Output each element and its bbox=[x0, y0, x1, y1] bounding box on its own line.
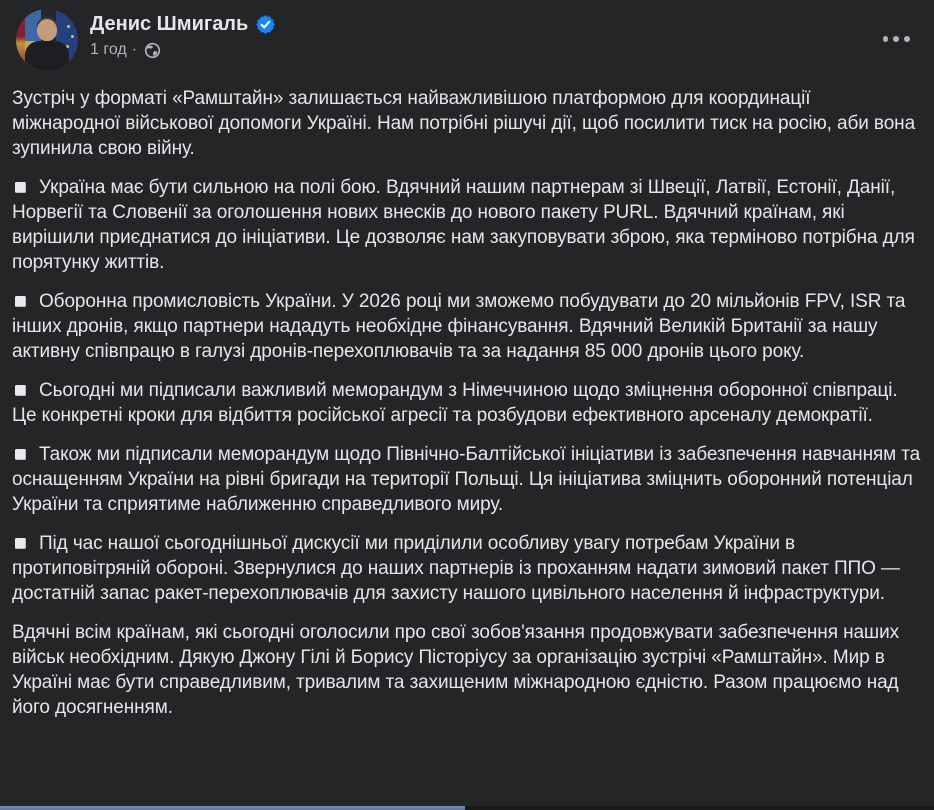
paragraph-text: Оборонна промисловість України. У 2026 році ми зможемо побудувати до 20 мільйонів FPV, ISR та інших дронів, якщо партнери нададуть необхідне фінансування. Вдячний Великій Британії за нашу активну співпрацю в галузі дронів-перехоплювачів та за надання 85 000 дронів цього року. bbox=[12, 291, 906, 362]
post-paragraph bbox=[12, 175, 922, 275]
post-options-button[interactable] bbox=[874, 19, 918, 59]
profile-name-link[interactable]: Денис Шмигаль bbox=[90, 13, 249, 35]
paragraph-text: Вдячні всім країнам, які сьогодні оголосили про свої зобов'язання продовжувати забезпечення наших військ необхідним. Дякую Джону Гілі й Борису Пісторіусу за організацію зустрічі «Рамштайн». Мир в Україні має бути справедливим, тривалим та захищеним міжнародною єдністю. Разом працюємо над його досягненням. bbox=[12, 622, 899, 718]
post-text bbox=[0, 71, 934, 720]
header-info bbox=[90, 9, 276, 60]
three-dots-menu-icon bbox=[883, 36, 889, 42]
avatar-person-head bbox=[37, 19, 57, 41]
paragraph-text: Під час нашої сьогоднішньої дискусії ми приділили особливу увагу потребам України в протиповітряній обороні. Звернулися до наших партнерів із проханням надати зимовий пакет ППО — достатній запас ракет-перехоплювачів для захисту нашого цивільного населення й інфраструктури. bbox=[12, 533, 900, 604]
paragraph-text: Україна має бути сильною на полі бою. Вдячний нашим партнерам зі Швеції, Латвії, Естонії, Данії, Норвегії та Словенії за оголошення нових внесків до нового пакету PURL. Вдячний країнам, які вирішили приєднатися до ініціативи. Це дозволяє нам закуповувати зброю, яка терміново потрібна для порятунку життів. bbox=[12, 177, 915, 273]
post-paragraph bbox=[12, 442, 922, 517]
post-paragraph bbox=[12, 378, 922, 428]
paragraph-text: Також ми підписали меморандум щодо Північно-Балтійської ініціативи із забезпечення навчанням та оснащенням України на рівні бригади на території Польщі. Ця ініціатива зміцнить оборонний потенціал України та сприятиме наближенню справедливого миру. bbox=[12, 444, 921, 515]
bullet-square-icon bbox=[15, 296, 26, 307]
attached-photo-right[interactable] bbox=[469, 806, 934, 810]
three-dots-menu-icon bbox=[904, 36, 910, 42]
post-paragraph bbox=[12, 531, 922, 606]
bullet-square-icon bbox=[15, 182, 26, 193]
post-meta bbox=[90, 40, 276, 60]
bullet-square-icon bbox=[15, 385, 26, 396]
post-paragraph bbox=[12, 86, 922, 161]
eu-star bbox=[67, 25, 70, 28]
photo-attachment-edge bbox=[0, 806, 934, 810]
verified-badge-icon bbox=[255, 14, 276, 35]
post-paragraph bbox=[12, 620, 922, 720]
post-header bbox=[0, 0, 934, 71]
eu-star bbox=[71, 35, 74, 38]
avatar[interactable] bbox=[16, 9, 78, 71]
three-dots-menu-icon bbox=[893, 36, 899, 42]
bullet-square-icon bbox=[15, 449, 26, 460]
attached-photo-left[interactable] bbox=[0, 806, 465, 810]
public-globe-icon bbox=[144, 42, 161, 59]
meta-separator: · bbox=[131, 41, 138, 58]
post-paragraph bbox=[12, 289, 922, 364]
bullet-square-icon bbox=[15, 538, 26, 549]
name-row bbox=[90, 12, 276, 36]
timestamp-link[interactable]: 1 год bbox=[90, 41, 127, 58]
avatar-person-torso bbox=[25, 41, 69, 71]
paragraph-text: Сьогодні ми підписали важливий меморандум з Німеччиною щодо зміцнення оборонної співпраці. Це конкретні кроки для відбиття російської агресії та розбудови ефективного арсеналу демократії. bbox=[12, 380, 898, 426]
paragraph-text: Зустріч у форматі «Рамштайн» залишається найважливішою платформою для координації міжнародної військової допомоги Україні. Нам потрібні рішучі дії, щоб посилити тиск на росію, аби вона зупинила свою війну. bbox=[12, 88, 916, 159]
